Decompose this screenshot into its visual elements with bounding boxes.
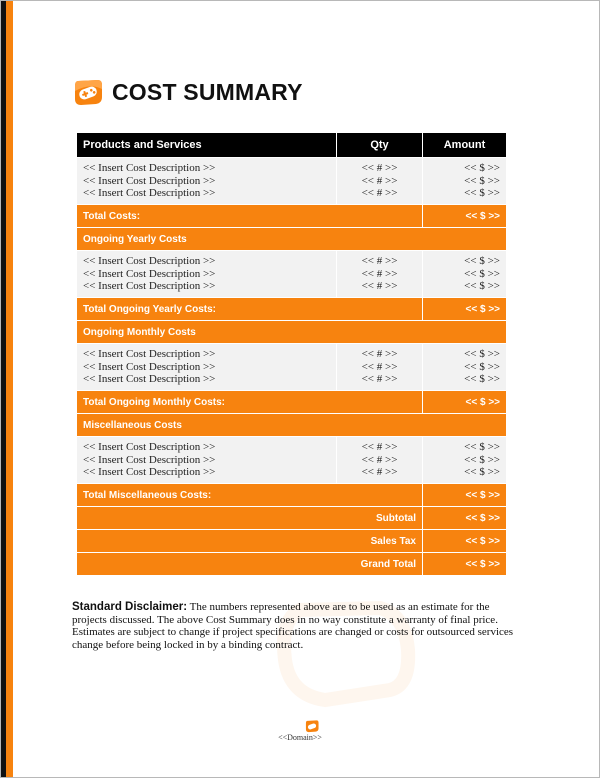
qty-value: << # >> [361,267,398,280]
total-label: Total Miscellaneous Costs: [77,484,423,507]
total-row [77,484,507,507]
total-value: << $ >> [423,298,507,321]
qty-value: << # >> [361,162,398,175]
disclaimer-heading: Standard Disclaimer: [72,601,188,613]
qty-value: << # >> [361,187,398,200]
cost-description: << Insert Cost Description >> [83,255,216,268]
cost-description: << Insert Cost Description >> [83,162,216,175]
amount-cell [423,251,507,298]
section-heading: Ongoing Monthly Costs [77,321,507,344]
page-title: COST SUMMARY [112,78,303,105]
header-products: Products and Services [77,133,337,158]
amount-value: << $ >> [464,466,500,479]
table-row [77,158,507,205]
description-cell [77,344,337,391]
table-row [77,437,507,484]
total-label: Total Costs: [77,205,423,228]
subtotal-label: Subtotal [77,507,423,530]
total-row [77,391,507,414]
cost-description: << Insert Cost Description >> [83,267,216,280]
qty-value: << # >> [361,280,398,293]
table-row [77,251,507,298]
total-label: Total Ongoing Yearly Costs: [77,298,423,321]
cost-description: << Insert Cost Description >> [83,348,216,361]
cost-summary-table [76,132,507,576]
subtotal-value: << $ >> [423,507,507,530]
sales-tax-label: Sales Tax [77,530,423,553]
gamepad-logo-icon [72,77,104,107]
qty-value: << # >> [361,348,398,361]
header-qty: Qty [337,133,423,158]
footer-logo-icon [304,719,320,733]
description-cell [77,251,337,298]
cost-description: << Insert Cost Description >> [83,466,216,479]
grand-total-value: << $ >> [423,553,507,576]
qty-value: << # >> [361,466,398,479]
total-row [77,205,507,228]
grand-total-row [77,553,507,576]
amount-cell [423,344,507,391]
qty-cell [337,251,423,298]
section-heading-row [77,228,507,251]
section-heading: Ongoing Yearly Costs [77,228,507,251]
table-row [77,344,507,391]
amount-value: << $ >> [464,373,500,386]
amount-value: << $ >> [464,255,500,268]
amount-value: << $ >> [464,267,500,280]
cost-description: << Insert Cost Description >> [83,373,216,386]
total-value: << $ >> [423,484,507,507]
sales-tax-value: << $ >> [423,530,507,553]
qty-cell [337,437,423,484]
qty-value: << # >> [361,255,398,268]
cost-description: << Insert Cost Description >> [83,453,216,466]
amount-cell [423,158,507,205]
cost-description: << Insert Cost Description >> [83,187,216,200]
amount-value: << $ >> [464,441,500,454]
cost-description: << Insert Cost Description >> [83,360,216,373]
qty-cell [337,344,423,391]
description-cell [77,437,337,484]
amount-value: << $ >> [464,348,500,361]
disclaimer-text: The numbers represented above are to be used as an estimate for the projects discussed. The above Cost Summary does in no way constitute a warranty of final price. Estimates are subject to change if project specifications are changed or costs for outsourced services change before being locked in by a binding contract. [72,601,514,651]
cost-description: << Insert Cost Description >> [83,441,216,454]
amount-value: << $ >> [464,174,500,187]
total-row [77,298,507,321]
page-edge-orange [6,1,13,777]
qty-value: << # >> [361,453,398,466]
total-value: << $ >> [423,205,507,228]
cost-description: << Insert Cost Description >> [83,174,216,187]
qty-value: << # >> [361,441,398,454]
standard-disclaimer [72,601,522,651]
amount-value: << $ >> [464,162,500,175]
amount-value: << $ >> [464,187,500,200]
qty-value: << # >> [361,174,398,187]
table-header-row [77,133,507,158]
total-label: Total Ongoing Monthly Costs: [77,391,423,414]
header-amount: Amount [423,133,507,158]
amount-value: << $ >> [464,360,500,373]
amount-value: << $ >> [464,453,500,466]
section-heading: Miscellaneous Costs [77,414,507,437]
title-row [72,77,303,107]
cost-description: << Insert Cost Description >> [83,280,216,293]
qty-value: << # >> [361,360,398,373]
section-heading-row [77,414,507,437]
sales-tax-row [77,530,507,553]
amount-cell [423,437,507,484]
qty-cell [337,158,423,205]
description-cell [77,158,337,205]
amount-value: << $ >> [464,280,500,293]
section-heading-row [77,321,507,344]
qty-value: << # >> [361,373,398,386]
grand-total-label: Grand Total [77,553,423,576]
total-value: << $ >> [423,391,507,414]
footer-domain: <<Domain>> [278,733,322,742]
subtotal-row [77,507,507,530]
